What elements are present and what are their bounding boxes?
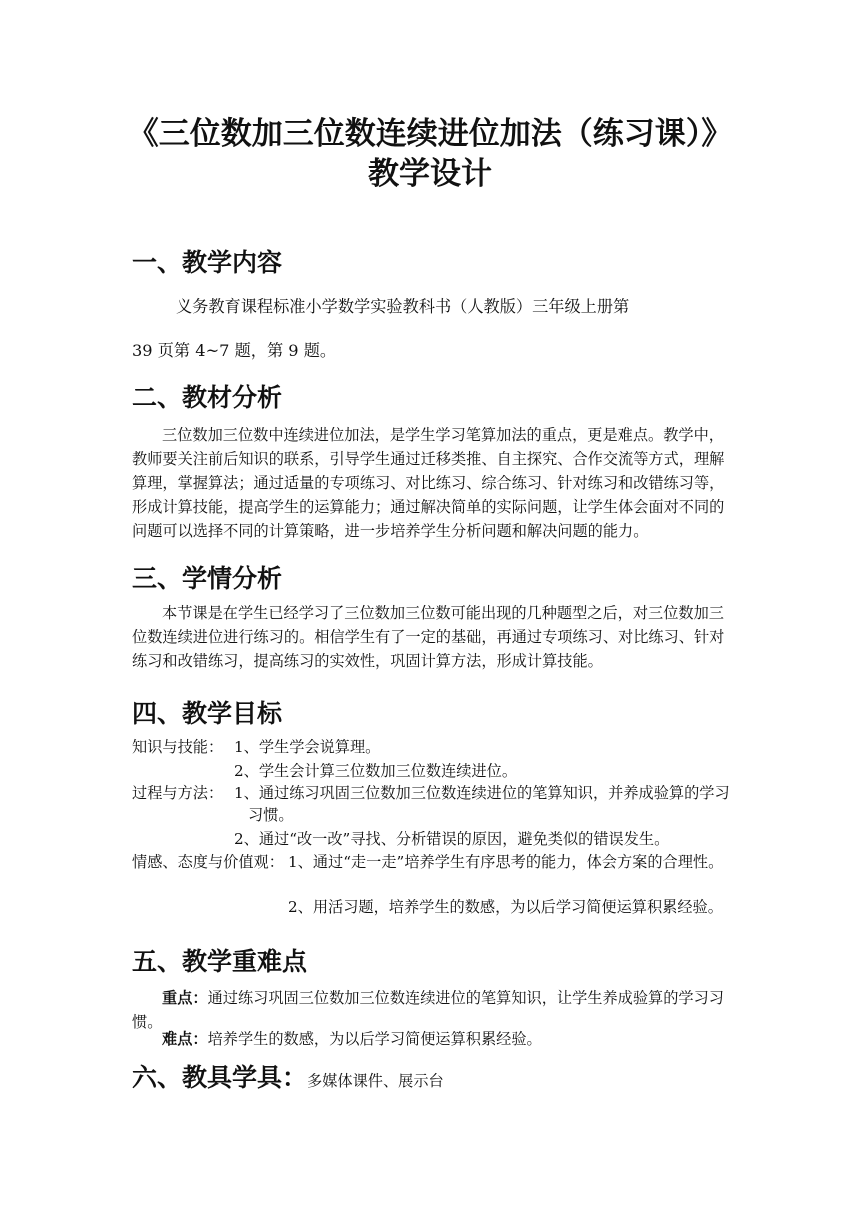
- document-title-line2: 教学设计: [368, 156, 492, 192]
- section-4-heading: 四、教学目标: [132, 699, 283, 728]
- document-title-line1: 《三位数加三位数连续进位加法（练习课）》: [127, 116, 733, 152]
- key-point-label: 重点：: [162, 989, 208, 1007]
- difficult-point-label: 难点：: [162, 1030, 208, 1048]
- goal-emotion-2: [288, 896, 732, 918]
- section-6-heading: [132, 1061, 444, 1098]
- section-1-heading: 一、教学内容: [132, 248, 283, 277]
- goal-emotion-label: 情感、态度与价值观：: [132, 853, 284, 871]
- goal-process-1-text: 1、通过练习巩固三位数加三位数连续进位的笔算知识，并养成验算的学习习惯。: [234, 784, 730, 824]
- goal-process-2: 2、通过“改一改”寻找、分析错误的原因，避免类似的错误发生。: [234, 830, 670, 848]
- goal-process-1: [234, 782, 732, 826]
- section-2-paragraph: 三位数加三位数中连续进位加法，是学生学习笔算加法的重点，更是难点。教学中，教师要关注前后知识的联系，引导学生通过迁移类推、自主探究、合作交流等方式，理解算理，掌握算法；通过适量的专项练习、对比练习、综合练习、针对练习和改错练习等，形成计算技能，提高学生的运算能力；通过解决简单的实际问题，让学生体会面对不同的问题可以选择不同的计算策略，进一步培养学生分析问题和解决问题的能力。: [132, 426, 725, 540]
- section-6-text: 多媒体课件、展示台: [307, 1072, 444, 1090]
- goal-knowledge-1: 1、学生学会说算理。: [234, 738, 381, 756]
- goal-emotion-1-text: 1、通过“走一走”培养学生有序思考的能力，体会方案的合理性。: [288, 853, 724, 871]
- section-3-paragraph: 本节课是在学生已经学习了三位数加三位数可能出现的几种题型之后，对三位数加三位数连续进位进行练习的。相信学生有了一定的基础，再通过专项练习、对比练习、针对练习和改错练习，提高练习的实效性，巩固计算方法，形成计算技能。: [132, 604, 725, 670]
- section-1-line1: 义务教育课程标准小学数学实验教科书（人教版）三年级上册第: [176, 297, 630, 316]
- section-2-heading: 二、教材分析: [132, 383, 283, 412]
- section-3-heading: 三、学情分析: [132, 564, 283, 593]
- goal-knowledge-2: 2、学生会计算三位数加三位数连续进位。: [234, 762, 518, 780]
- section-6-heading-text: 六、教具学具：: [132, 1063, 308, 1092]
- goal-emotion-1: [288, 851, 732, 873]
- section-5-hard: [132, 1027, 732, 1051]
- goal-knowledge-label: 知识与技能：: [132, 738, 224, 756]
- section-5-heading: 五、教学重难点: [132, 947, 308, 976]
- goal-emotion-2-text: 2、用活习题，培养学生的数感，为以后学习简便运算积累经验。: [288, 898, 723, 916]
- difficult-point-text: 培养学生的数感，为以后学习简便运算积累经验。: [207, 1030, 542, 1048]
- key-point-text: 通过练习巩固三位数加三位数连续进位的笔算知识，让学生养成验算的学习习惯。: [132, 989, 724, 1031]
- section-1-line2: 39 页第 4~7 题，第 9 题。: [132, 341, 337, 360]
- goal-process-label: 过程与方法：: [132, 784, 224, 802]
